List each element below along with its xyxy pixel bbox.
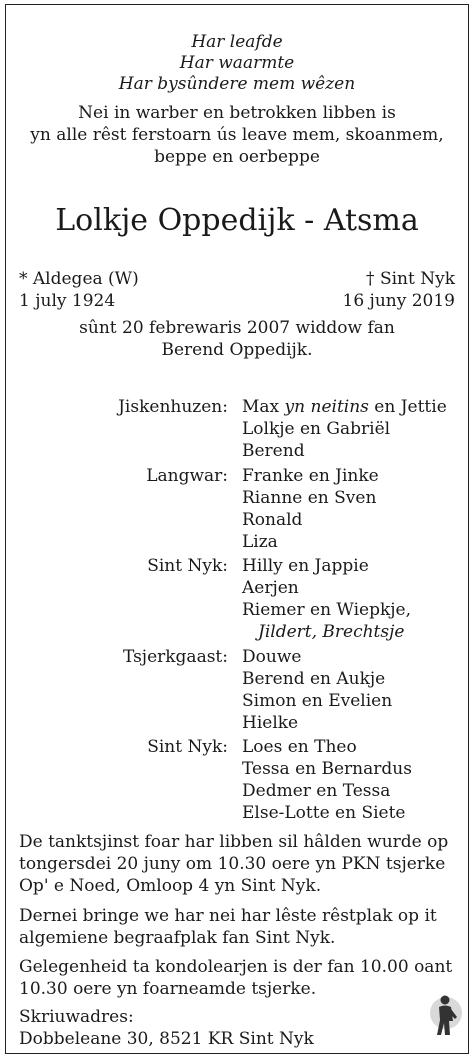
family-place: Sint Nyk:	[147, 556, 228, 576]
condolence-line: Gelegenheid ta kondolearjen is der fan 10.00 oant	[19, 957, 453, 977]
family-place: Langwar:	[146, 466, 228, 486]
family-member: Franke en Jinke	[242, 466, 379, 486]
birth-info	[19, 268, 139, 312]
death-date: 16 juny 2019	[342, 291, 455, 311]
funeral-figure-logo-icon	[428, 987, 464, 1039]
deceased-name: Lolkje Oppedijk - Atsma	[55, 203, 419, 238]
motto	[6, 32, 468, 95]
birth-date: 1 july 1924	[19, 291, 116, 311]
birth-place: * Aldegea (W)	[19, 269, 139, 289]
motto-line: Har waarmte	[179, 53, 295, 73]
family-member: Dedmer en Tessa	[242, 781, 391, 801]
family-member: Max yn neitins en Jettie	[242, 397, 447, 417]
widow-text	[6, 317, 468, 361]
motto-line: Har bysûndere mem wêzen	[118, 74, 356, 94]
motto-line: Har leafde	[191, 32, 283, 52]
service-line: De tanktsjinst foar har libben sil hâlden wurde op	[19, 832, 449, 852]
widow-line: sûnt 20 febrewaris 2007 widdow fan	[79, 318, 395, 338]
family-member: Ronald	[242, 510, 303, 530]
family-member: Hielke	[242, 713, 299, 733]
intro-text	[6, 102, 468, 168]
service-line: tongersdei 20 juny om 10.30 oere yn PKN tsjerke	[19, 854, 446, 874]
family-member: Tessa en Bernardus	[242, 759, 412, 779]
address-block	[19, 1006, 460, 1050]
family-member: Berend	[242, 441, 305, 461]
family-member: Liza	[242, 532, 278, 552]
intro-line: Nei in warber en betrokken libben is	[78, 103, 396, 123]
death-info	[343, 268, 455, 312]
family-member: Jildert, Brechtsje	[258, 622, 405, 642]
burial-line: algemiene begraafplak fan Sint Nyk.	[19, 928, 336, 948]
family-member: Hilly en Jappie	[242, 556, 369, 576]
family-place: Jiskenhuzen:	[118, 397, 228, 417]
condolence-paragraph	[19, 956, 460, 1000]
family-member: Loes en Theo	[242, 737, 357, 757]
burial-line: Dernei bringe we har nei har lêste rêstplak op it	[19, 906, 437, 926]
family-member: Aerjen	[242, 578, 299, 598]
address-value: Dobbeleane 30, 8521 KR Sint Nyk	[19, 1029, 314, 1049]
family-member: Lolkje en Gabriël	[242, 419, 391, 439]
family-member: Rianne en Sven	[242, 488, 377, 508]
death-place: † Sint Nyk	[366, 269, 455, 289]
intro-line: yn alle rêst ferstoarn ús leave mem, skoanmem,	[30, 125, 444, 145]
widow-line: Berend Oppedijk.	[161, 340, 313, 360]
family-place: Tsjerkgaast:	[122, 647, 228, 667]
burial-paragraph	[19, 905, 460, 949]
intro-line: beppe en oerbeppe	[154, 147, 320, 167]
family-member: Simon en Evelien	[242, 691, 393, 711]
family-member: Else-Lotte en Siete	[242, 803, 406, 823]
condolence-line: 10.30 oere yn foarneamde tsjerke.	[19, 979, 317, 999]
family-member: Berend en Aukje	[242, 669, 386, 689]
family-member: Douwe	[242, 647, 302, 667]
obituary-notice	[5, 4, 469, 1054]
family-member: Riemer en Wiepkje,	[242, 600, 412, 620]
service-paragraph	[19, 831, 460, 897]
address-label: Skriuwadres:	[19, 1007, 134, 1027]
service-line: Op' e Noed, Omloop 4 yn Sint Nyk.	[19, 876, 322, 896]
family-place: Sint Nyk:	[147, 737, 228, 757]
